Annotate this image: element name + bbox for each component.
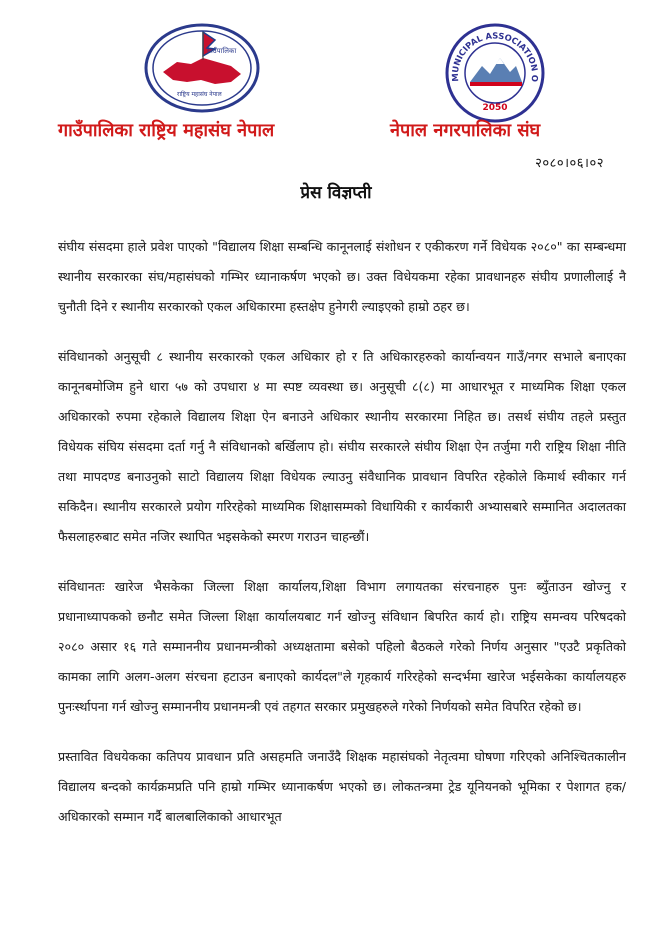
- paragraph-1: संघीय संसदमा हाले प्रवेश पाएको "विद्यालय शिक्षा सम्बन्धि कानूनलाई संशोधन र एकीकरण गर्ने विधेयक २०८०" का सम्बन्धमा स्थानीय सरकारका संघ/महासंघको गम्भिर ध्यानाकर्षण भएको छ। उक्त विधेयकमा रहेका प्रावधानहरु संघीय प्रणालीलाई नै चुनौती दिने र स्थानीय सरकारको एकल अधिकारमा हस्तक्षेप हुनेगरी ल्याइएको हाम्रो ठहर छ।: [58, 239, 626, 314]
- logo-left-top-text: गाउँपालिका: [207, 47, 237, 55]
- logo-right-ring-text: MUNICIPAL ASSOCIATION O: [449, 30, 541, 83]
- org-name-left: गाउँपालिका राष्ट्रिय महासंघ नेपाल: [58, 120, 275, 141]
- press-release-date: २०८०।०६।०२: [535, 156, 604, 171]
- municipal-association-logo: [444, 22, 546, 124]
- press-release-title: प्रेस विज्ञप्ती: [300, 183, 372, 203]
- paragraph-4: प्रस्तावित विधयेकका कतिपय प्रावधान प्रति असहमति जनाउँदै शिक्षक महासंघको नेतृत्वमा घोषणा गरिएको अनिश्चितकालीन विद्यालय बन्दको कार्यक्रमप्रति पनि हाम्रो गम्भिर ध्यानाकर्षण भएको छ। लोकतन्त्रमा ट्रेड यूनियनको भूमिका र पेशागत हक/अधिकारको सम्मान गर्दै बालबालिकाको आधारभूत: [58, 749, 626, 824]
- org-name-right: नेपाल नगरपालिका संघ: [390, 120, 541, 141]
- paragraph-2: संविधानको अनुसूची ८ स्थानीय सरकारको एकल अधिकार हो र ति अधिकारहरुको कार्यान्वयन गाउँ/नगर सभाले बनाएका कानूनबमोजिम हुने धारा ५७ को उपधारा ४ मा स्पष्ट व्यवस्था छ। अनुसूची ८(८) मा आधारभूत र माध्यमिक शिक्षा एकल अधिकारको रुपमा रहेकाले विद्यालय शिक्षा ऐन बनाउने अधिकार स्थानीय सरकारमा निहित छ। तसर्थ संघीय तहले प्रस्तुत विधेयक संघिय संसदमा दर्ता गर्नु नै संविधानको बर्खिलाप हो। संघीय सरकारले संघीय शिक्षा ऐन तर्जुमा गरी राष्ट्रिय शिक्षा नीति तथा मापदण्ड बनाउनुको साटो विद्यालय शिक्षा विधेयक ल्याउनु संवैधानिक प्रावधान विपरित रहेकोले किमार्थ स्वीकार गर्न सकिदैन। स्थानीय सरकारले प्रयोग गरिरहेको माध्यमिक शिक्षासम्मको विधायिकी र कार्यकारी अभ्यासबारे सम्मानित अदालतका फैसलाहरुबाट समेत नजिर स्थापित भइसकेको स्मरण गराउन चाहन्छौं।: [58, 349, 626, 544]
- paragraph-3: संविधानतः खारेज भैसकेका जिल्ला शिक्षा कार्यालय,शिक्षा विभाग लगायतका संरचनाहरु पुनः ब्युँताउन खोज्नु र प्रधानाध्यापकको छनौट समेत जिल्ला शिक्षा कार्यालयबाट गर्न खोज्नु संविधान बिपरित कार्य हो। राष्ट्रिय समन्वय परिषदको २०८० असार १६ गते सम्माननीय प्रधानमन्त्रीको अध्यक्षतामा बसेको पहिलो बैठकले गरेको निर्णय अनुसार "एउटै प्रकृतिको कामका लागि अलग-अलग संरचना हटाउन बनाएको कार्यदल"ले गृहकार्य गरिरहेको सन्दर्भमा खारेज भईसकेका कार्यालयहरु पुनःर्स्थापना गर्न खोज्नु सम्माननीय प्रधानमन्त्री एवं तहगत सरकार प्रमुखहरुले गरेको निर्णयको समेत विपरित रहेको छ।: [58, 579, 626, 714]
- gaunpalika-logo: [143, 22, 261, 114]
- logo-left-bottom-text: राष्ट्रिय महासंघ नेपाल: [177, 91, 222, 98]
- press-release-body: [58, 232, 626, 852]
- logo-right-year: 2050: [482, 103, 508, 113]
